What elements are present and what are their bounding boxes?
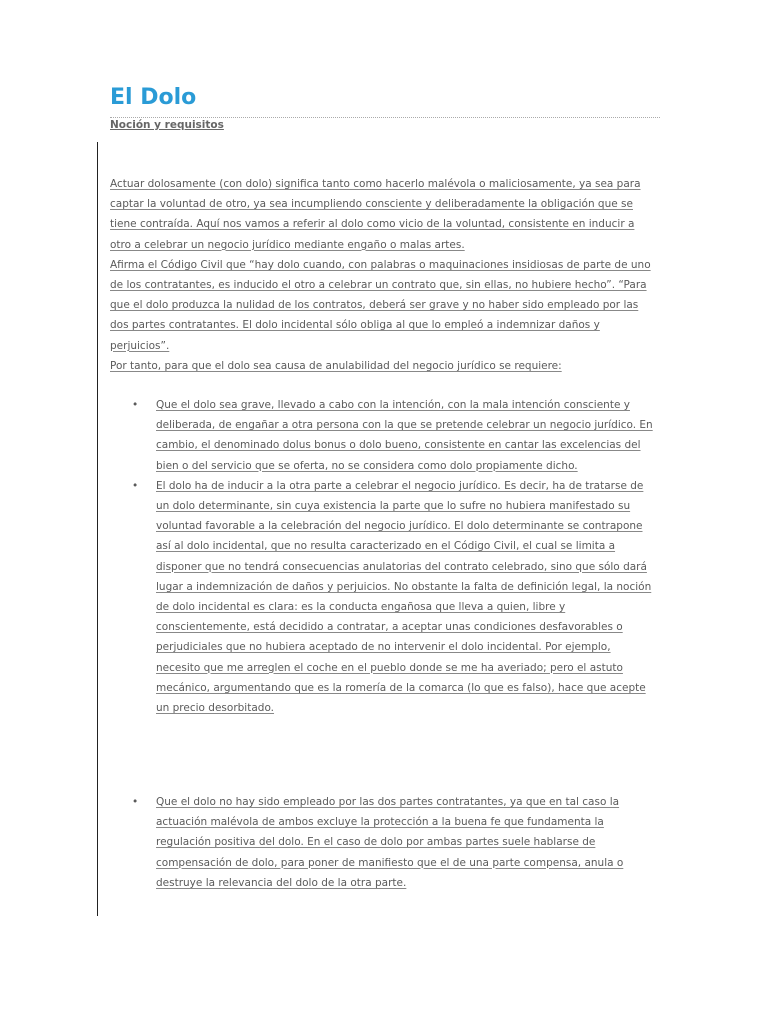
list-item xyxy=(110,395,656,476)
list-item xyxy=(110,476,656,718)
list-item-text: Que el dolo sea grave, llevado a cabo con la intención, con la mala intención consciente y deliberada, de engañar a otra persona con la que se pretende celebrar un negocio jurídico. En cambio, el denominado dolus bonus o dolo bueno, consistente en cantar las excelencias del bien o del servicio que se oferta, no se considera como dolo propiamente dicho. xyxy=(156,399,653,472)
list-item-text: Que el dolo no hay sido empleado por las dos partes contratantes, ya que en tal caso la actuación malévola de ambos excluye la protección a la buena fe que fundamenta la regulación positiva del dolo. En el caso de dolo por ambas partes suele hablarse de compensación de dolo, para poner de manifiesto que el de una parte compensa, anula o destruye la relevancia del dolo de la otra parte. xyxy=(156,796,624,889)
page-title: El Dolo xyxy=(110,85,197,110)
paragraph-definition: Actuar dolosamente (con dolo) significa tanto como hacerlo malévola o maliciosamente, ya sea para captar la voluntad de otro, ya sea incumpliendo consciente y deliberadamente la obligación que se tiene contraída. Aquí nos vamos a referir al dolo como vicio de la voluntad, consistente en inducir a otro a celebrar un negocio jurídico mediante engaño o malas artes. xyxy=(110,178,641,251)
list-item-text: El dolo ha de inducir a la otra parte a celebrar el negocio jurídico. Es decir, ha de tratarse de un dolo determinante, sin cuya existencia la parte que lo sufre no hubiera manifestado su voluntad favorable a la celebración del negocio jurídico. El dolo determinante se contrapone así al dolo incidental, que no resulta caracterizado en el Código Civil, el cual se limita a disponer que no tendrá consecuencias anulatorias del contrato celebrado, sino que sólo dará lugar a indemnización de daños y perjuicios. No obstante la falta de definición legal, la noción de dolo incidental es clara: es la conducta engañosa que lleva a quien, libre y conscientemente, está decidido a contratar, a aceptar unas condiciones desfavorables o perjudiciales que no hubiera aceptado de no intervenir el dolo incidental. Por ejemplo, necesito que me arreglen el coche en el pueblo donde se me ha averiado; pero el astuto mecánico, argumentando que es la romería de la comarca (lo que es falso), hace que acepte un precio desorbitado. xyxy=(156,479,652,715)
bullet-icon: • xyxy=(132,479,139,492)
paragraph-civil-code: Afirma el Código Civil que “hay dolo cuando, con palabras o maquinaciones insidiosas de parte de uno de los contratantes, es inducido el otro a celebrar un contrato que, sin ellas, no hubiere hecho”. “Para que el dolo produzca la nulidad de los contratos, deberá ser grave y no haber sido empleado por las dos partes contratantes. El dolo incidental sólo obliga al que lo empleó a indemnizar daños y perjuicios”. xyxy=(110,258,651,352)
list-item xyxy=(110,792,656,893)
bullet-icon: • xyxy=(132,399,139,411)
intro-text xyxy=(110,174,655,376)
requirements-list xyxy=(110,395,656,718)
left-margin-rule xyxy=(97,142,98,916)
requirements-list-continued xyxy=(110,792,656,893)
bullet-icon: • xyxy=(132,796,139,808)
section-subtitle: Noción y requisitos xyxy=(110,119,224,131)
paragraph-requirements-intro: Por tanto, para que el dolo sea causa de anulabilidad del negocio jurídico se requiere: xyxy=(110,359,562,372)
